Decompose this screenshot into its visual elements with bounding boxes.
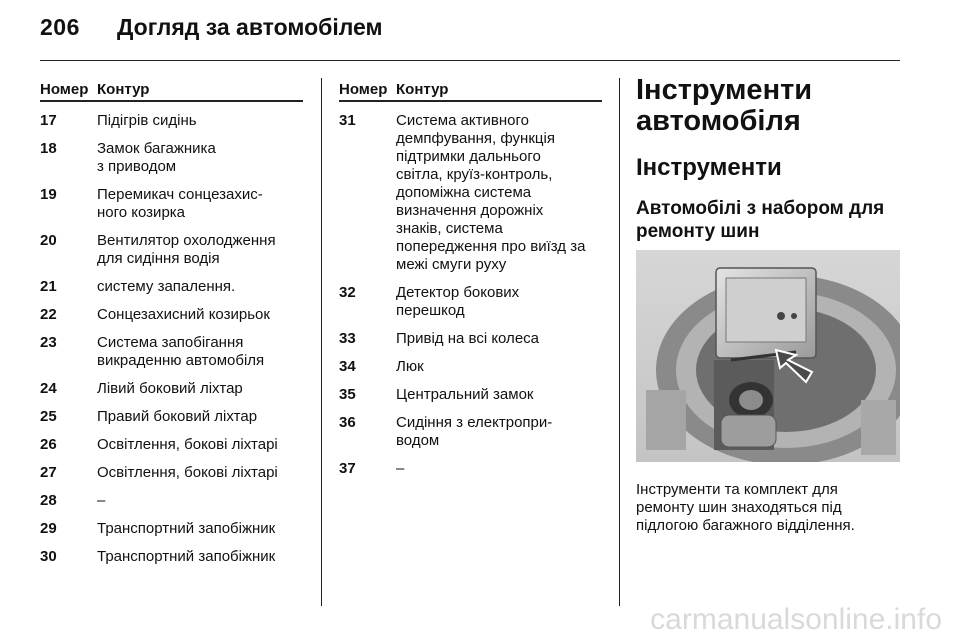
row-number: 26 xyxy=(40,436,57,453)
column-header-number: Номер xyxy=(40,81,89,98)
row-number: 36 xyxy=(339,414,356,431)
row-description: Перемикач сонцезахис- ного козирка xyxy=(97,186,263,221)
row-number: 18 xyxy=(40,140,57,157)
row-number: 32 xyxy=(339,284,356,301)
row-description: Вентилятор охолодження для сидіння водія xyxy=(97,232,276,267)
row-description: Привід на всі колеса xyxy=(396,330,539,347)
row-description: Замок багажника з приводом xyxy=(97,140,216,175)
row-description: Освітлення, бокові ліхтарі xyxy=(97,464,278,481)
row-number: 34 xyxy=(339,358,356,375)
row-number: 22 xyxy=(40,306,57,323)
page-number: 206 xyxy=(40,14,80,40)
header-rule xyxy=(40,60,900,61)
table-header xyxy=(40,81,303,102)
table-row xyxy=(40,140,303,176)
row-description: систему запалення. xyxy=(97,278,236,295)
row-number: 27 xyxy=(40,464,57,481)
table-row xyxy=(339,460,602,478)
table-row xyxy=(40,464,303,482)
fuse-table-left xyxy=(40,81,303,576)
row-number: 20 xyxy=(40,232,57,249)
table-header xyxy=(339,81,602,102)
table-row xyxy=(40,278,303,296)
column-divider-right xyxy=(619,78,620,606)
row-description: Система активного демпфування, функція підтримки дальнього світла, круїз-контроль, допоміжна система визначення дорожніх знаків, система попередження про виїзд за межі смуги руху xyxy=(396,112,586,273)
row-description: Транспортний запобіжник xyxy=(97,548,276,565)
page-header-title: Догляд за автомобілем xyxy=(117,14,383,40)
row-number: 29 xyxy=(40,520,57,537)
column-header-contour: Контур xyxy=(97,81,150,98)
row-description: Освітлення, бокові ліхтарі xyxy=(97,436,278,453)
row-number: 31 xyxy=(339,112,356,129)
tools-section xyxy=(636,75,906,535)
row-number: 33 xyxy=(339,330,356,347)
table-row xyxy=(40,112,303,130)
row-description: Правий боковий ліхтар xyxy=(97,408,258,425)
table-row xyxy=(339,284,602,320)
row-description: Сонцезахисний козирьок xyxy=(97,306,270,323)
row-number: 25 xyxy=(40,408,57,425)
sub-subsection-title: Автомобілі з набором для ремонту шин xyxy=(636,198,885,242)
figure-caption: Інструменти та комплект для ремонту шин знаходяться під підлогою багажного відділення. xyxy=(636,481,855,534)
watermark: carmanualsonline.info xyxy=(650,603,942,636)
table-row xyxy=(339,112,602,274)
table-row xyxy=(40,380,303,398)
row-number: 28 xyxy=(40,492,57,509)
table-row xyxy=(40,334,303,370)
row-description: Сидіння з електропри- водом xyxy=(396,414,553,449)
section-title: Інструменти автомобіля xyxy=(636,74,813,137)
table-row xyxy=(40,520,303,538)
column-header-contour: Контур xyxy=(396,81,449,98)
row-number: 17 xyxy=(40,112,57,129)
table-row xyxy=(339,414,602,450)
table-row xyxy=(40,492,303,510)
row-description: – xyxy=(396,460,405,477)
table-row xyxy=(40,408,303,426)
table-row xyxy=(40,436,303,454)
subsection-title: Інструменти xyxy=(636,154,782,181)
row-number: 35 xyxy=(339,386,356,403)
fuse-table-right xyxy=(339,81,602,488)
table-row xyxy=(40,548,303,566)
row-description: – xyxy=(97,492,106,509)
row-description: Люк xyxy=(396,358,424,375)
row-number: 24 xyxy=(40,380,57,397)
row-number: 23 xyxy=(40,334,57,351)
column-header-number: Номер xyxy=(339,81,388,98)
row-number: 37 xyxy=(339,460,356,477)
row-description: Система запобігання викраденню автомобіля xyxy=(97,334,265,369)
column-divider-left xyxy=(321,78,322,606)
table-row xyxy=(40,232,303,268)
row-description: Транспортний запобіжник xyxy=(97,520,276,537)
row-number: 19 xyxy=(40,186,57,203)
table-row xyxy=(339,330,602,348)
tire-repair-kit-photo xyxy=(636,250,900,462)
row-description: Центральний замок xyxy=(396,386,534,403)
row-number: 21 xyxy=(40,278,57,295)
table-body-right xyxy=(339,112,602,478)
table-row xyxy=(339,386,602,404)
table-row xyxy=(40,186,303,222)
row-description: Підігрів сидінь xyxy=(97,112,197,129)
table-row xyxy=(339,358,602,376)
row-description: Детектор бокових перешкод xyxy=(396,284,520,319)
row-number: 30 xyxy=(40,548,57,565)
table-body-left xyxy=(40,112,303,566)
table-row xyxy=(40,306,303,324)
row-description: Лівий боковий ліхтар xyxy=(97,380,243,397)
